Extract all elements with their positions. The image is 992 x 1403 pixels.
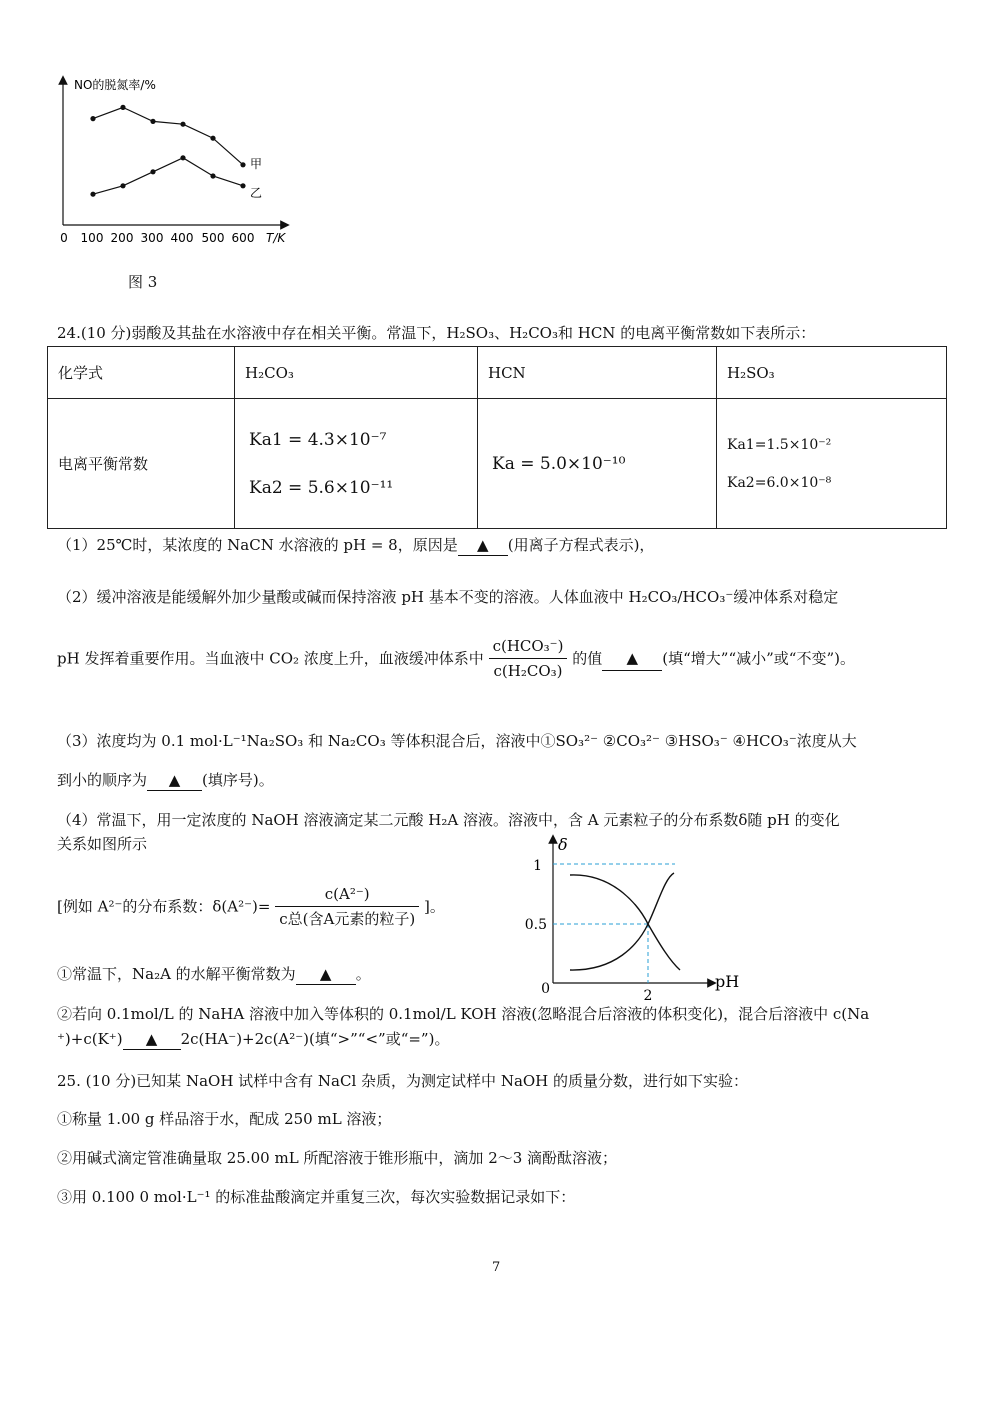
q24-part4-line1: （4）常温下，用一定浓度的 NaOH 溶液滴定某二元酸 H₂A 溶液。溶液中，含 A 元素粒子的分布系数δ随 pH 的变化 — [57, 811, 840, 829]
series-0-point-0 — [90, 116, 95, 121]
series-1-point-2 — [150, 169, 155, 174]
ph-tick-0: 0 — [541, 981, 550, 997]
x-tick-0: 0 — [60, 231, 68, 245]
x-tick-200: 200 — [110, 231, 134, 245]
q24-part4-example — [57, 882, 445, 931]
y-axis-label: NO的脱氮率/% — [74, 78, 156, 92]
x-tick-300: 300 — [140, 231, 164, 245]
q24-part4-q2-line1: ②若向 0.1mol/L 的 NaHA 溶液中加入等体积的 0.1mol/L KOH 溶液(忽略混合后溶液的体积变化)，混合后溶液中 c(Na — [57, 1005, 870, 1023]
q25-step1: ①称量 1.00 g 样品溶于水，配成 250 mL 溶液； — [57, 1110, 392, 1128]
q24-part2-line2 — [57, 634, 855, 683]
answer-blank-4[interactable]: ▲ — [296, 964, 356, 985]
q24-part2-text-b: 的值 — [572, 649, 603, 668]
q24-part3-line1: （3）浓度均为 0.1 mol·L⁻¹Na₂SO₃ 和 Na₂CO₃ 等体积混合后，溶液中①SO₃²⁻ ②CO₃²⁻ ③HSO₃⁻ ④HCO₃⁻浓度从大 — [57, 732, 857, 750]
h2so3-ka2: Ka2=6.0×10⁻⁸ — [727, 474, 832, 491]
q24-part3-text: 到小的顺序为 — [57, 771, 148, 789]
series-line-1 — [93, 158, 243, 194]
q1-end: 。 — [355, 965, 371, 983]
h2so3-ka1: Ka1=1.5×10⁻² — [727, 436, 832, 453]
delta-definition-fraction — [275, 882, 419, 931]
delta-axis-label: δ — [558, 835, 568, 854]
h2co3-ka2: Ka2 = 5.6×10⁻¹¹ — [249, 477, 394, 498]
x-tick-600: 600 — [231, 231, 255, 245]
x-tick-500: 500 — [201, 231, 225, 245]
q25-intro: 25. (10 分)已知某 NaOH 试样中含有 NaCl 杂质，为测定试样中 NaOH 的质量分数，进行如下实验： — [57, 1072, 749, 1090]
series-0-point-2 — [150, 119, 155, 124]
x-tick-100: 100 — [80, 231, 104, 245]
hcn-ka: Ka = 5.0×10⁻¹⁰ — [492, 453, 626, 474]
table-row-label: 电离平衡常数 — [48, 399, 235, 529]
page-number: 7 — [492, 1260, 501, 1275]
series-line-0 — [93, 107, 243, 164]
ph-axis-label: pH — [715, 972, 740, 991]
fraction-numerator: c(HCO₃⁻) — [489, 634, 568, 659]
answer-blank-2[interactable]: ▲ — [602, 646, 662, 671]
series-0-point-4 — [210, 136, 215, 141]
series-0-point-3 — [180, 122, 185, 127]
delta-ph-chart — [520, 833, 750, 1005]
curve-rising — [570, 873, 674, 970]
q24-part3-line2 — [57, 770, 274, 791]
table-cell-h2co3 — [235, 399, 478, 529]
answer-blank-3[interactable]: ▲ — [147, 770, 202, 791]
q2-text: ⁺)+c(K⁺) — [57, 1030, 123, 1048]
q24-intro: 24.(10 分)弱酸及其盐在水溶液中存在相关平衡。常温下，H₂SO₃、H₂CO₃和 HCN 的电离平衡常数如下表所示： — [57, 324, 816, 342]
hco3-ratio-fraction — [489, 634, 568, 683]
delta-tick-05: 0.5 — [524, 917, 547, 933]
q24-part4-line2: 关系如图所示 — [57, 835, 148, 853]
delta-denominator: c总(含A元素的粒子) — [279, 910, 416, 928]
q2-hint: 2c(HA⁻)+2c(A²⁻)(填“>”“<”或“=”)。 — [180, 1030, 450, 1048]
q24-part3-hint: (填序号)。 — [202, 771, 274, 789]
table-cell-h2so3 — [717, 399, 947, 529]
delta-tick-1: 1 — [533, 858, 542, 874]
q25-step2: ②用碱式滴定管准确量取 25.00 mL 所配溶液于锥形瓶中，滴加 2～3 滴酚酞溶液； — [57, 1149, 618, 1167]
table-header-h2co3: H₂CO₃ — [235, 347, 478, 399]
series-0-point-5 — [240, 162, 245, 167]
answer-blank-5[interactable]: ▲ — [123, 1029, 181, 1050]
series-1-point-0 — [90, 192, 95, 197]
series-0-point-1 — [120, 105, 125, 110]
ph-tick-2: 2 — [643, 988, 653, 1004]
example-end: ]。 — [423, 897, 445, 916]
series-1-point-3 — [180, 155, 185, 160]
q24-part1-text: （1）25℃时，某浓度的 NaCN 水溶液的 pH = 8，原因是 — [57, 536, 458, 554]
series-label-yi: 乙 — [250, 186, 263, 200]
h2co3-ka1: Ka1 = 4.3×10⁻⁷ — [249, 429, 387, 450]
series-1-point-5 — [240, 183, 245, 188]
q1-text: ①常温下，Na₂A 的水解平衡常数为 — [57, 965, 296, 983]
q24-part4-q1 — [57, 964, 371, 985]
table-cell-hcn — [478, 399, 717, 529]
delta-numerator: c(A²⁻) — [275, 882, 419, 907]
q24-part2-text: pH 发挥着重要作用。当血液中 CO₂ 浓度上升，血液缓冲体系中 — [57, 649, 484, 668]
x-tick-400: 400 — [170, 231, 194, 245]
q24-part2-line1: （2）缓冲溶液是能缓解外加少量酸或碱而保持溶液 pH 基本不变的溶液。人体血液中 H₂CO₃/HCO₃⁻缓冲体系对稳定 — [57, 588, 839, 606]
x-axis-unit: T/K — [266, 231, 286, 245]
q24-part1-hint: (用离子方程式表示)， — [507, 536, 655, 554]
table-header-h2so3: H₂SO₃ — [717, 347, 947, 399]
equilibrium-constant-table — [47, 346, 947, 529]
answer-blank-1[interactable]: ▲ — [458, 535, 508, 556]
series-1-point-1 — [120, 183, 125, 188]
fraction-denominator: c(H₂CO₃) — [493, 662, 563, 680]
figure-3-caption: 图 3 — [128, 273, 158, 291]
q24-part2-hint: (填“增大”“减小”或“不变”)。 — [662, 649, 855, 668]
q24-part4-q2-line2 — [57, 1029, 449, 1050]
table-header-hcn: HCN — [478, 347, 717, 399]
series-label-jia: 甲 — [250, 157, 263, 171]
q25-step3: ③用 0.100 0 mol·L⁻¹ 的标准盐酸滴定并重复三次，每次实验数据记录如下： — [57, 1188, 576, 1206]
figure-3-chart — [50, 70, 300, 255]
q24-part1 — [57, 535, 654, 556]
example-text: [例如 A²⁻的分布系数：δ(A²⁻)= — [57, 897, 271, 916]
table-header-formula: 化学式 — [48, 347, 235, 399]
series-1-point-4 — [210, 173, 215, 178]
